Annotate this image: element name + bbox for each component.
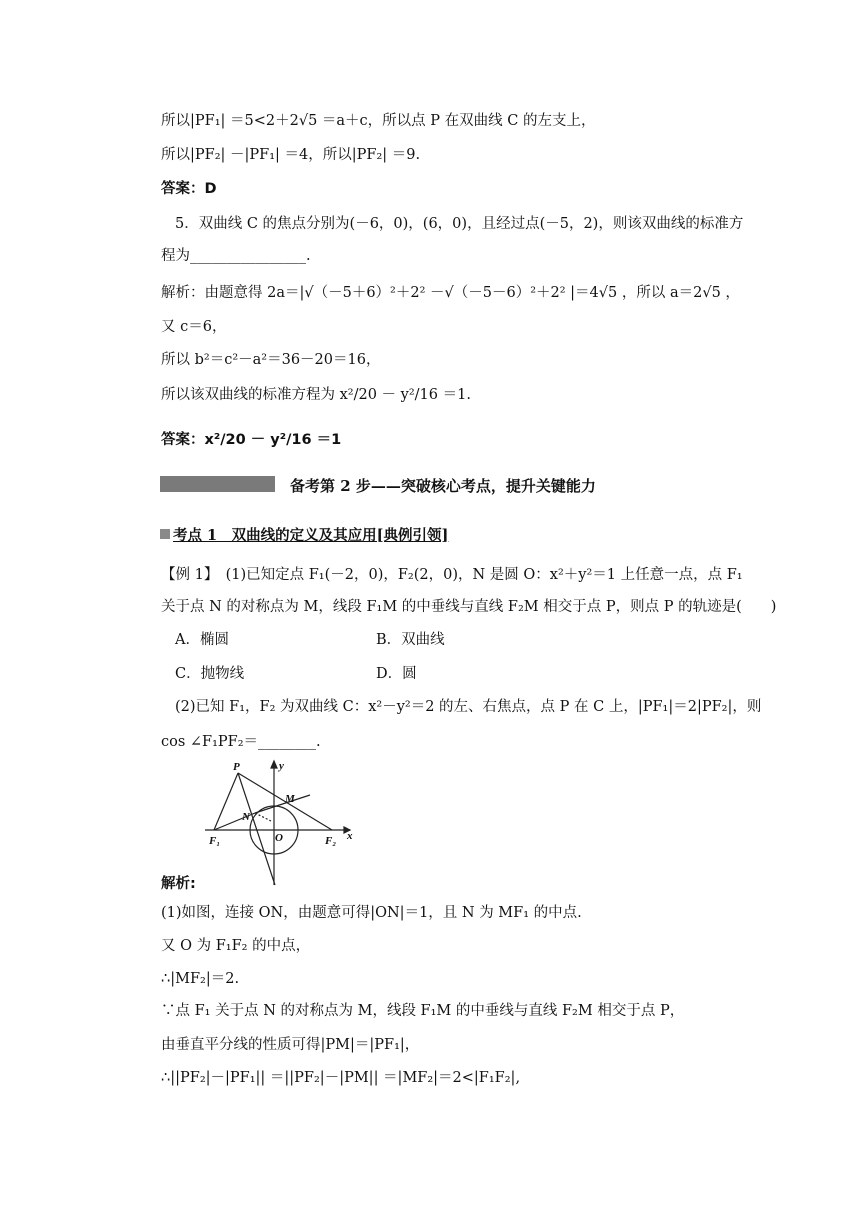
geometry-figure bbox=[205, 757, 365, 887]
example-line: 【例 1】 (1)已知定点 F₁(－2，0)，F₂(2，0)，N 是圆 O：x²＋y²＝1 上任意一点，点 F₁ bbox=[161, 567, 743, 583]
section-bar bbox=[160, 476, 275, 492]
analysis-line: 又 O 为 F₁F₂ 的中点， bbox=[161, 938, 311, 954]
text-line: 所以该双曲线的标准方程为 x²/20 － y²/16 ＝1. bbox=[161, 387, 471, 403]
square-icon bbox=[160, 529, 170, 539]
label-m: M bbox=[285, 793, 295, 805]
analysis-line: ∴||PF₂|－|PF₁|| ＝||PF₂|－|PM|| ＝|MF₂|＝2<|F₁F₂|, bbox=[161, 1070, 521, 1086]
option-c: C．抛物线 bbox=[175, 666, 245, 682]
analysis-line: ∵点 F₁ 关于点 N 的对称点为 M，线段 F₁M 的中垂线与直线 F₂M 相交于点 P， bbox=[161, 1003, 685, 1019]
text-line: 所以 b²＝c²－a²＝36－20＝16， bbox=[161, 352, 381, 368]
label-f2: F₂ bbox=[325, 835, 337, 847]
example-line: (2)已知 F₁，F₂ 为双曲线 C：x²－y²＝2 的左、右焦点，点 P 在 C 上，|PF₁|＝2|PF₂|，则 bbox=[175, 699, 762, 715]
solution-line: 解析：由题意得 2a＝|√（－5＋6）²＋2² －√（－5－6）²＋2² |＝4√5 ，所以 a＝2√5 ， bbox=[161, 285, 740, 301]
text-line: 所以|PF₁| ＝5<2＋2√5 ＝a＋c，所以点 P 在双曲线 C 的左支上， bbox=[161, 113, 596, 129]
perpendicular-bisector bbox=[238, 773, 275, 885]
analysis-line: ∴|MF₂|＝2. bbox=[161, 971, 240, 987]
label-p: P bbox=[233, 761, 240, 773]
analysis-heading: 解析: bbox=[161, 876, 196, 892]
text-line: 又 c＝6， bbox=[161, 319, 227, 335]
question-5: 5．双曲线 C 的焦点分别为(－6，0)，(6，0)，且经过点(－5，2)，则该双曲线的标准方 bbox=[175, 216, 744, 232]
example-line: 关于点 N 的对称点为 M，线段 F₁M 的中垂线与直线 F₂M 相交于点 P，则点 P 的轨迹是( ) bbox=[161, 599, 777, 615]
text-line: 所以|PF₂| －|PF₁| ＝4，所以|PF₂| ＝9. bbox=[161, 147, 421, 163]
label-y: y bbox=[279, 760, 284, 772]
kaodian-heading bbox=[160, 524, 448, 545]
kaodian-title: 考点 1 双曲线的定义及其应用[典例引领] bbox=[173, 527, 449, 544]
label-n: N bbox=[242, 811, 250, 823]
y-axis-arrow bbox=[271, 761, 277, 768]
option-b: B．双曲线 bbox=[376, 632, 445, 648]
question-5-cont: 程为________________. bbox=[161, 248, 311, 264]
example-line: cos ∠F₁PF₂＝________. bbox=[161, 734, 321, 750]
answer-line: 答案：x²/20 － y²/16 ＝1 bbox=[161, 432, 342, 448]
analysis-line: 由垂直平分线的性质可得|PM|＝|PF₁|， bbox=[161, 1037, 420, 1053]
option-a: A．椭圆 bbox=[175, 632, 229, 648]
line-nm bbox=[255, 795, 310, 813]
label-x: x bbox=[347, 830, 353, 842]
section-title: 备考第 2 步——突破核心考点，提升关键能力 bbox=[290, 477, 596, 495]
answer-line: 答案：D bbox=[161, 181, 217, 197]
option-d: D．圆 bbox=[376, 666, 417, 682]
segment-on bbox=[255, 813, 271, 821]
analysis-line: (1)如图，连接 ON，由题意可得|ON|＝1，且 N 为 MF₁ 的中点. bbox=[161, 905, 582, 921]
label-f1: F₁ bbox=[209, 835, 221, 847]
label-o: O bbox=[275, 832, 283, 844]
